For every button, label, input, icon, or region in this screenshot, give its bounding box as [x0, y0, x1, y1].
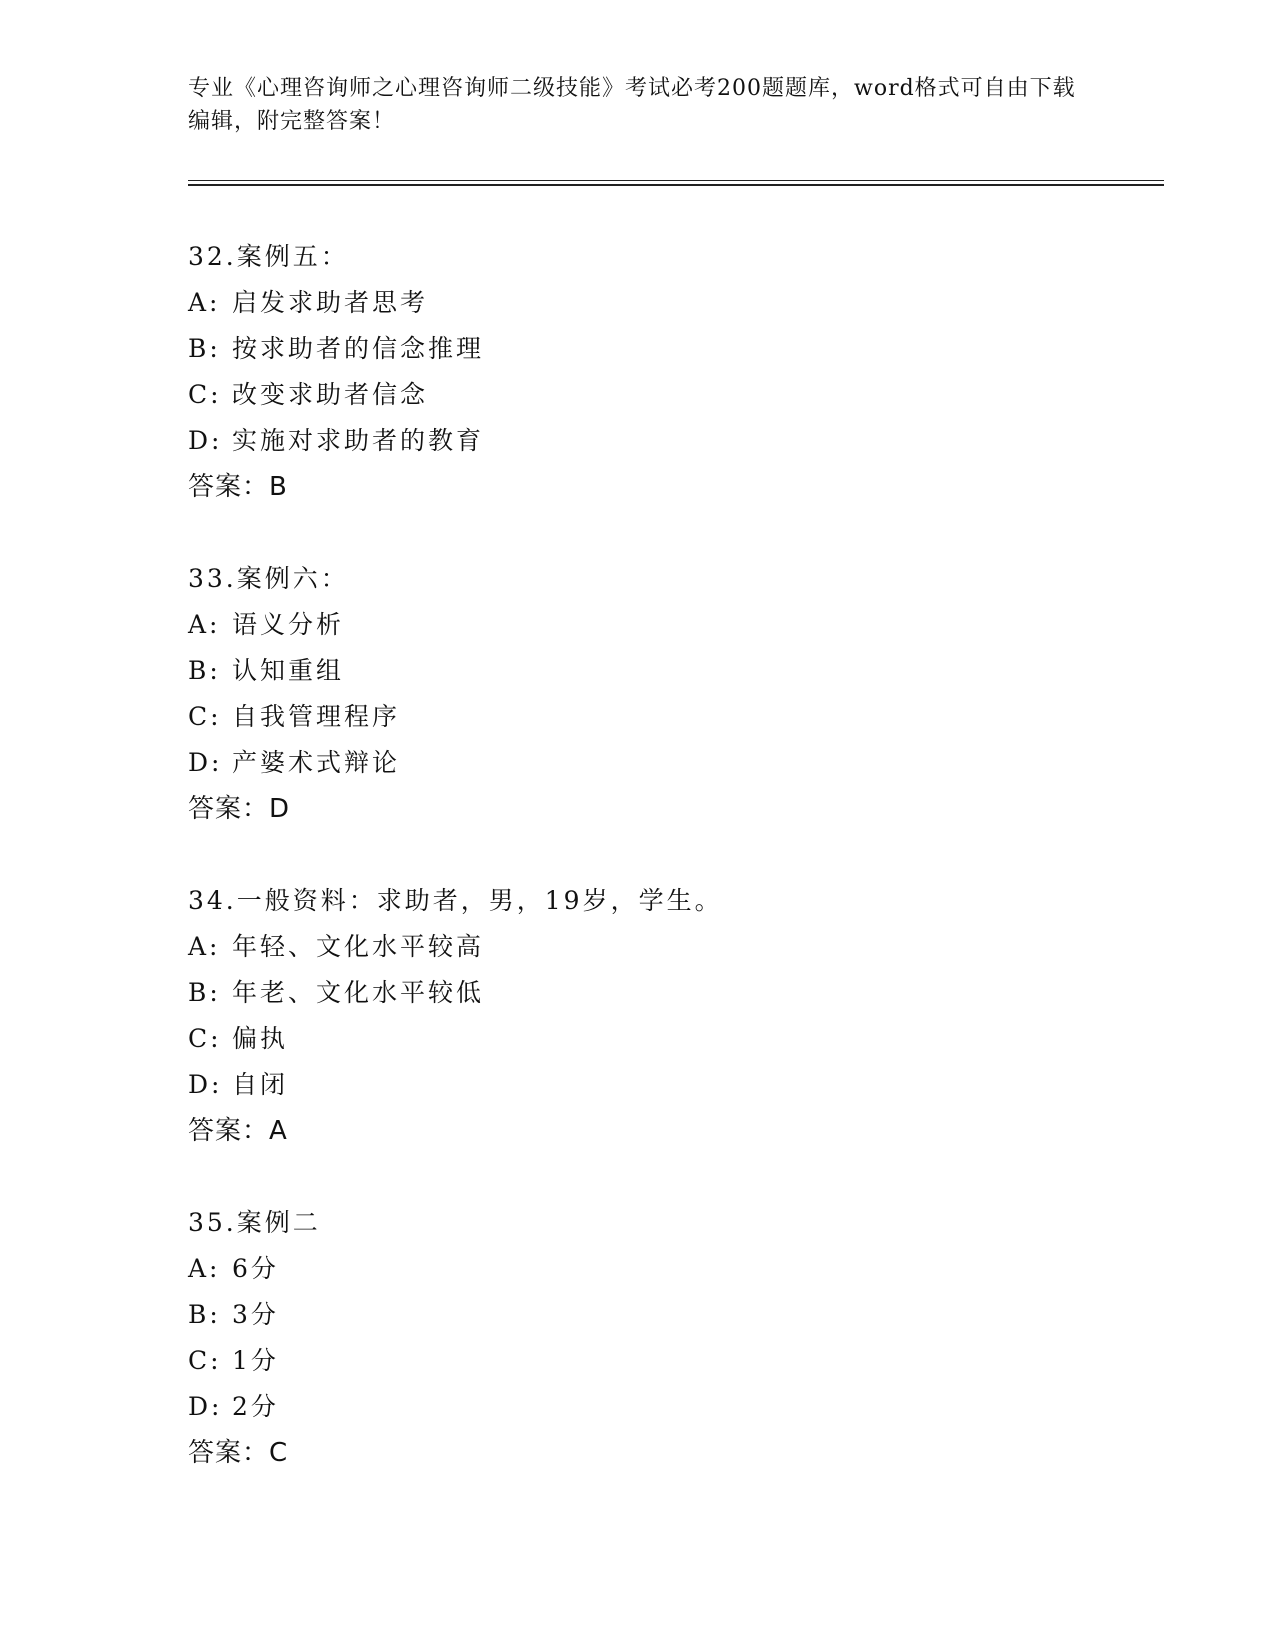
option-text: 认知重组	[232, 656, 345, 685]
option-text: 自闭	[232, 1070, 289, 1099]
option-letter: B:	[188, 1300, 221, 1329]
option-text: 启发求助者思考	[232, 288, 429, 317]
document-header: 专业《心理咨询师之心理咨询师二级技能》考试必考200题题库，word格式可自由下载编辑，附完整答案！	[188, 76, 1076, 134]
option-text: 改变求助者信念	[232, 380, 429, 409]
option-letter: B:	[188, 978, 221, 1007]
option-letter: C:	[188, 380, 222, 409]
question-title: 34.一般资料：求助者，男，19岁，学生。	[188, 886, 723, 915]
question-item	[188, 878, 1088, 1154]
option-letter: C:	[188, 1024, 222, 1053]
option-b	[188, 648, 1088, 694]
question-title: 35.案例二	[188, 1208, 321, 1237]
option-text: 年老、文化水平较低	[232, 978, 485, 1007]
answer-line: 答案：A	[188, 1116, 288, 1146]
option-letter: D:	[188, 1392, 223, 1421]
question-item	[188, 556, 1088, 832]
option-text: 1分	[232, 1346, 279, 1375]
option-b	[188, 970, 1088, 1016]
option-c	[188, 1338, 1088, 1384]
option-c	[188, 372, 1088, 418]
option-d	[188, 1384, 1088, 1430]
option-c	[188, 694, 1088, 740]
option-text: 产婆术式辩论	[232, 748, 401, 777]
option-letter: B:	[188, 334, 221, 363]
answer-line: 答案：D	[188, 794, 291, 824]
question-title: 33.案例六：	[188, 564, 349, 593]
option-text: 语义分析	[232, 610, 345, 639]
question-item	[188, 1200, 1088, 1476]
option-d	[188, 1062, 1088, 1108]
option-c	[188, 1016, 1088, 1062]
option-letter: D:	[188, 1070, 223, 1099]
header-divider-thick	[188, 184, 1164, 186]
option-text: 实施对求助者的教育	[232, 426, 485, 455]
option-b	[188, 1292, 1088, 1338]
option-letter: A:	[188, 288, 221, 317]
option-d	[188, 740, 1088, 786]
answer-line: 答案：B	[188, 472, 288, 502]
option-letter: C:	[188, 1346, 222, 1375]
option-text: 自我管理程序	[232, 702, 401, 731]
question-list	[188, 234, 1088, 1522]
option-text: 年轻、文化水平较高	[232, 932, 485, 961]
option-text: 2分	[232, 1392, 279, 1421]
option-a	[188, 924, 1088, 970]
option-a	[188, 280, 1088, 326]
option-letter: A:	[188, 1254, 221, 1283]
option-b	[188, 326, 1088, 372]
option-text: 6分	[232, 1254, 279, 1283]
option-text: 偏执	[232, 1024, 289, 1053]
option-letter: D:	[188, 748, 223, 777]
option-text: 3分	[232, 1300, 279, 1329]
question-title: 32.案例五：	[188, 242, 349, 271]
question-item	[188, 234, 1088, 510]
option-letter: C:	[188, 702, 222, 731]
header-divider-thin	[188, 180, 1164, 181]
answer-line: 答案：C	[188, 1438, 289, 1468]
option-letter: A:	[188, 932, 221, 961]
option-letter: B:	[188, 656, 221, 685]
option-a	[188, 602, 1088, 648]
option-d	[188, 418, 1088, 464]
option-text: 按求助者的信念推理	[232, 334, 485, 363]
option-a	[188, 1246, 1088, 1292]
option-letter: A:	[188, 610, 221, 639]
option-letter: D:	[188, 426, 223, 455]
